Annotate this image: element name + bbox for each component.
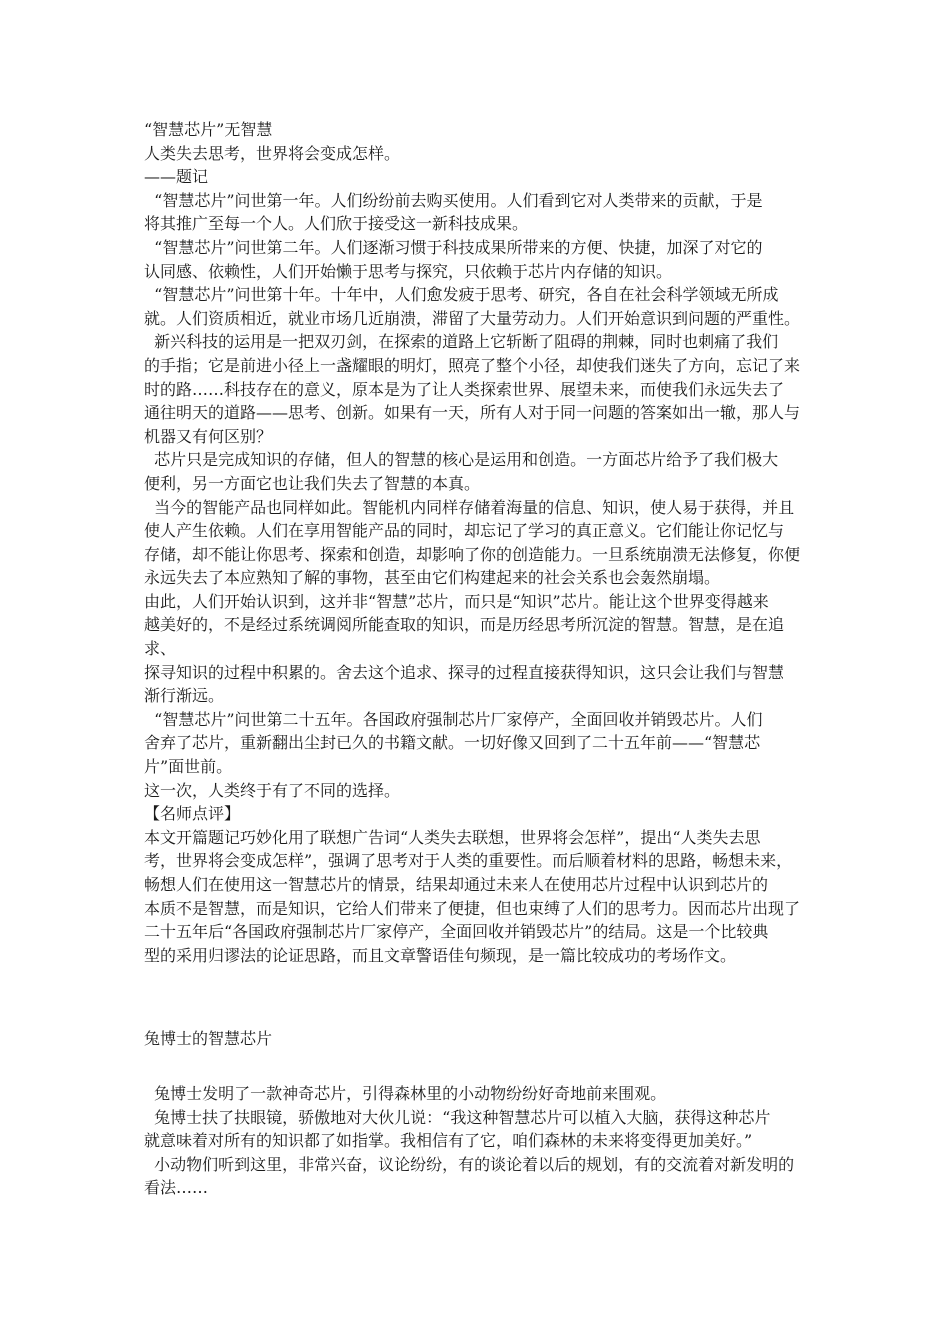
essay-1-paragraph (144, 283, 812, 330)
text-line: “智慧芯片”问世第十年。十年中，人们愈发疲于思考、研究，各自在社会科学领域无所成 (144, 285, 779, 305)
text-line: 探寻知识的过程中积累的。舍去这个追求、探寻的过程直接获得知识，这只会让我们与智慧 (144, 662, 785, 682)
text-line: 兔博士扶了扶眼镜，骄傲地对大伙儿说：“我这种智慧芯片可以植入大脑，获得这种芯片 (144, 1107, 771, 1127)
review-line: 本质不是智慧，而是知识，它给人们带来了便捷，但也束缚了人们的思考力。因而芯片出现了 (144, 898, 801, 918)
essay-1-paragraph (144, 590, 812, 708)
text-line: 就意味着对所有的知识都了如指掌。我相信有了它，咱们森林的未来将变得更加美好。” (144, 1131, 753, 1151)
text-line: 存储，却不能让你思考、探索和创造，却影响了你的创造能力。一旦系统崩溃无法修复，你便 (144, 544, 801, 564)
text-line: 渐行渐远。 (144, 686, 225, 706)
essay-1-paragraph (144, 330, 812, 448)
review-line: 畅想人们在使用这一智慧芯片的情景，结果却通过未来人在使用芯片过程中认识到芯片的 (144, 875, 769, 894)
epigraph-source: ——题记 (144, 167, 209, 187)
epigraph: 人类失去思考，世界将会变成怎样。 (144, 143, 401, 163)
text-line: 通往明天的道路——思考、创新。如果有一天，所有人对于同一问题的答案如出一辙，那人与 (144, 403, 801, 423)
essay-2-paragraph (144, 1153, 812, 1200)
text-line: 机器又有何区别？ (144, 426, 273, 446)
text-line: “智慧芯片”问世第二十五年。各国政府强制芯片厂家停产，全面回收并销毁芯片。人们 (144, 709, 763, 729)
text-line: “智慧芯片”问世第一年。人们纷纷前去购买使用。人们看到它对人类带来的贡献，于是 (144, 190, 763, 210)
text-line: 舍弃了芯片，重新翻出尘封已久的书籍文献。一切好像又回到了二十五年前——“智慧芯 (144, 733, 761, 753)
essay-2-title: 兔博士的智慧芯片 (144, 1029, 273, 1049)
essay-1-paragraph (144, 236, 812, 283)
text-line: 当今的智能产品也同样如此。智能机内同样存储着海量的信息、知识，使人易于获得，并且 (144, 497, 795, 517)
text-line: 新兴科技的运用是一把双刃剑，在探索的道路上它斩断了阻碍的荆棘，同时也刺痛了我们 (144, 332, 779, 352)
title-spacer (144, 1051, 812, 1082)
text-line: 兔博士发明了一款神奇芯片，引得森林里的小动物纷纷好奇地前来围观。 (144, 1083, 667, 1103)
essay-1-title: “智慧芯片”无智慧 (144, 120, 273, 139)
essay-1 (144, 118, 812, 967)
text-line: 的手指；它是前进小径上一盏耀眼的明灯，照亮了整个小径，却使我们迷失了方向，忘记了来 (144, 355, 801, 375)
text-line: 时的路……科技存在的意义，原本是为了让人类探索世界、展望未来，而使我们永远失去了 (144, 379, 785, 399)
text-line: 芯片只是完成知识的存储，但人的智慧的核心是运用和创造。一方面芯片给予了我们极大 (144, 450, 779, 470)
text-line: 便利，另一方面它也让我们失去了智慧的本真。 (144, 473, 481, 493)
text-line: “智慧芯片”问世第二年。人们逐渐习惯于科技成果所带来的方便、快捷，加深了对它的 (144, 237, 763, 257)
text-line: 使人产生依赖。人们在享用智能产品的同时，却忘记了学习的真正意义。它们能让你记忆与 (144, 521, 785, 541)
essay-1-paragraph (144, 496, 812, 590)
review-line: 型的采用归谬法的论证思路，而且文章警语佳句频现，是一篇比较成功的考场作文。 (144, 945, 737, 965)
review-line: 本文开篇题记巧妙化用了联想广告词“人类失去联想，世界将会怎样”，提出“人类失去思 (144, 827, 761, 847)
text-line: 就。人们资质相近，就业市场几近崩溃，滞留了大量劳动力。人们开始意识到问题的严重性。 (144, 308, 801, 328)
text-line: 由此，人们开始认识到，这并非“智慧”芯片，而只是“知识”芯片。能让这个世界变得越来 (144, 591, 769, 611)
text-line: 认同感、依赖性，人们开始懒于思考与探究，只依赖于芯片内存储的知识。 (144, 261, 673, 281)
review-line: 考，世界将会变成怎样”，强调了思考对于人类的重要性。而后顺着材料的思路，畅想未来， (144, 851, 793, 871)
essay-1-paragraph (144, 779, 812, 803)
text-line: 永远失去了本应熟知了解的事物，甚至由它们构建起来的社会关系也会轰然崩塌。 (144, 568, 721, 588)
review-line: 二十五年后“各国政府强制芯片厂家停产，全面回收并销毁芯片”的结局。这是一个比较典 (144, 922, 769, 942)
essay-1-paragraph (144, 708, 812, 779)
essay-1-paragraph (144, 189, 812, 236)
text-line: 将其推广至每一个人。人们欣于接受这一新科技成果。 (144, 214, 529, 234)
essay-2-paragraph (144, 1106, 812, 1153)
essay-2-paragraph (144, 1082, 812, 1106)
text-line: 看法…… (144, 1178, 209, 1198)
text-line: 小动物们听到这里，非常兴奋，议论纷纷，有的谈论着以后的规划，有的交流着对新发明的 (144, 1154, 795, 1174)
essay-2 (144, 1027, 812, 1200)
text-line: 片”面世前。 (144, 757, 233, 777)
document-page (144, 118, 812, 1200)
review-heading: 【名师点评】 (144, 804, 241, 824)
section-spacer (144, 967, 812, 1027)
text-line: 越美好的，不是经过系统调阅所能查取的知识，而是历经思考所沉淀的智慧。智慧，是在追求、 (144, 615, 785, 659)
teacher-review (144, 826, 812, 968)
essay-1-paragraph (144, 448, 812, 495)
text-line: 这一次，人类终于有了不同的选择。 (144, 780, 401, 800)
